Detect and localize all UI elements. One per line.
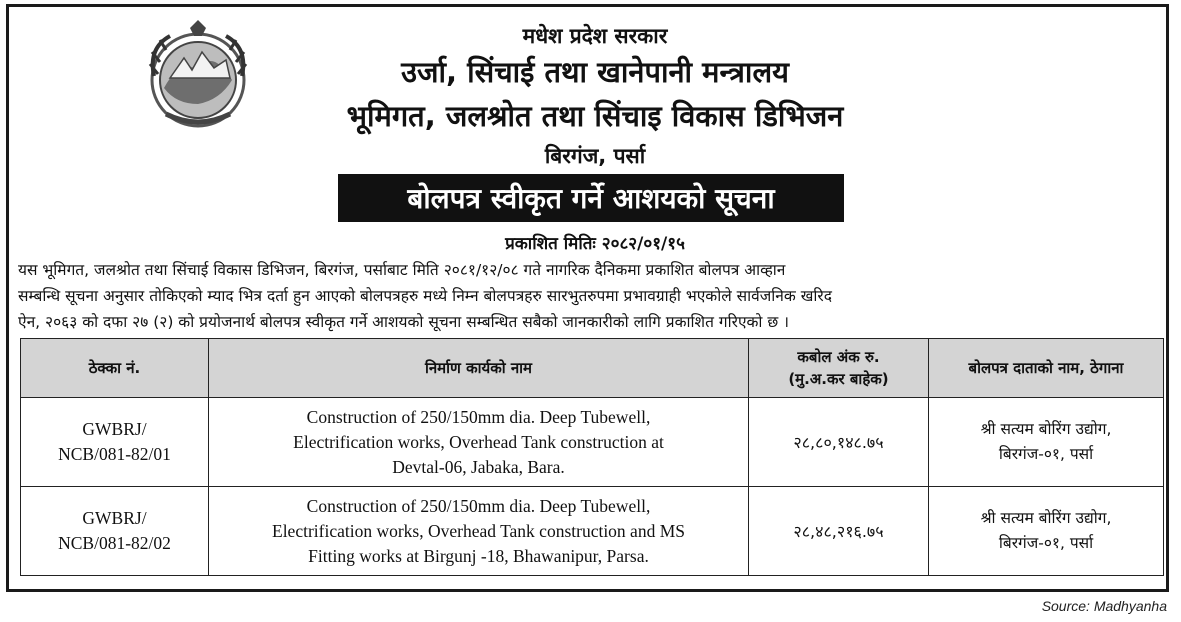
notice-body-line: ऐन, २०६३ को दफा २७ (२) को प्रयोजनार्थ बोलपत्र स्वीकृत गर्ने आशयको सूचना सम्बन्धित सबैको जानकारीको लागि प्रकाशित गरिएको छ । (18, 313, 790, 331)
work-name-line: Devtal-06, Jabaka, Bara. (392, 456, 565, 477)
work-name-line: Fitting works at Birgunj -18, Bhawanipur, Parsa. (308, 545, 649, 566)
work-name-cell (209, 398, 749, 487)
bidder-name: श्री सत्यम बोरिंग उद्योग, (980, 509, 1112, 527)
office-location: बिरगंज, पर्सा (544, 144, 646, 168)
header-bid-amount-line1: कबोल अंक रु. (797, 348, 880, 366)
contract-no-cell (21, 487, 209, 576)
contract-no-line: GWBRJ/ (82, 508, 147, 528)
government-name: मधेश प्रदेश सरकार (522, 24, 668, 48)
header-work-name: निर्माण कार्यको नाम (209, 339, 749, 398)
work-name-line: Electrification works, Overhead Tank construction and MS (272, 520, 685, 541)
bidder-cell (929, 398, 1164, 487)
contract-no-line: NCB/081-82/02 (58, 533, 171, 553)
contract-no-cell (21, 398, 209, 487)
division-name: भूमिगत, जलश्रोत तथा सिंचाइ विकास डिभिजन (346, 99, 844, 133)
contract-no-line: NCB/081-82/01 (58, 444, 171, 464)
notice-body (18, 257, 1163, 335)
bid-amount-cell: २८,८०,१४८.७५ (749, 398, 929, 487)
nepal-government-emblem-icon (140, 18, 256, 134)
notice-body-line: यस भूमिगत, जलश्रोत तथा सिंचाई विकास डिभिजन, बिरगंज, पर्साबाट मिति २०८१/१२/०८ गते नागरिक दैनिकमा प्रकाशित बोलपत्र आव्हान (18, 261, 786, 279)
work-name-line: Construction of 250/150mm dia. Deep Tubewell, (306, 495, 651, 516)
notice-title (338, 174, 844, 222)
work-name-line: Electrification works, Overhead Tank construction at (293, 431, 664, 452)
header-bidder: बोलपत्र दाताको नाम, ठेगाना (929, 339, 1164, 398)
table-row (21, 487, 1164, 576)
bidder-name: श्री सत्यम बोरिंग उद्योग, (980, 420, 1112, 438)
table-header-row (21, 339, 1164, 398)
bidder-address: बिरगंज-०१, पर्सा (998, 534, 1094, 552)
header-bid-amount-line2: (मु.अ.कर बाहेक) (788, 370, 889, 388)
published-date: प्रकाशित मितिः २०८२/०१/१५ (505, 234, 685, 254)
contract-no-line: GWBRJ/ (82, 419, 147, 439)
bidder-address: बिरगंज-०१, पर्सा (998, 445, 1094, 463)
bidder-cell (929, 487, 1164, 576)
notice-body-line: सम्बन्धि सूचना अनुसार तोकिएको म्याद भित्र दर्ता हुन आएको बोलपत्रहरु मध्ये निम्न बोलपत्रहरु सारभुतरुपमा प्रभावग्राही भएकोले सार्वजनिक खरिद (18, 287, 832, 305)
source-credit: Source: Madhyanha (1041, 598, 1167, 614)
header-bid-amount (749, 339, 929, 398)
header-contract-no: ठेक्का नं. (21, 339, 209, 398)
work-name-line: Construction of 250/150mm dia. Deep Tubewell, (306, 406, 651, 427)
awards-table (20, 338, 1164, 576)
bid-amount-cell: २८,४८,२१६.७५ (749, 487, 929, 576)
work-name-cell (209, 487, 749, 576)
table-row (21, 398, 1164, 487)
ministry-name: उर्जा, सिंचाई तथा खानेपानी मन्त्रालय (401, 55, 789, 89)
notice-title-text: बोलपत्र स्वीकृत गर्ने आशयको सूचना (407, 182, 775, 215)
